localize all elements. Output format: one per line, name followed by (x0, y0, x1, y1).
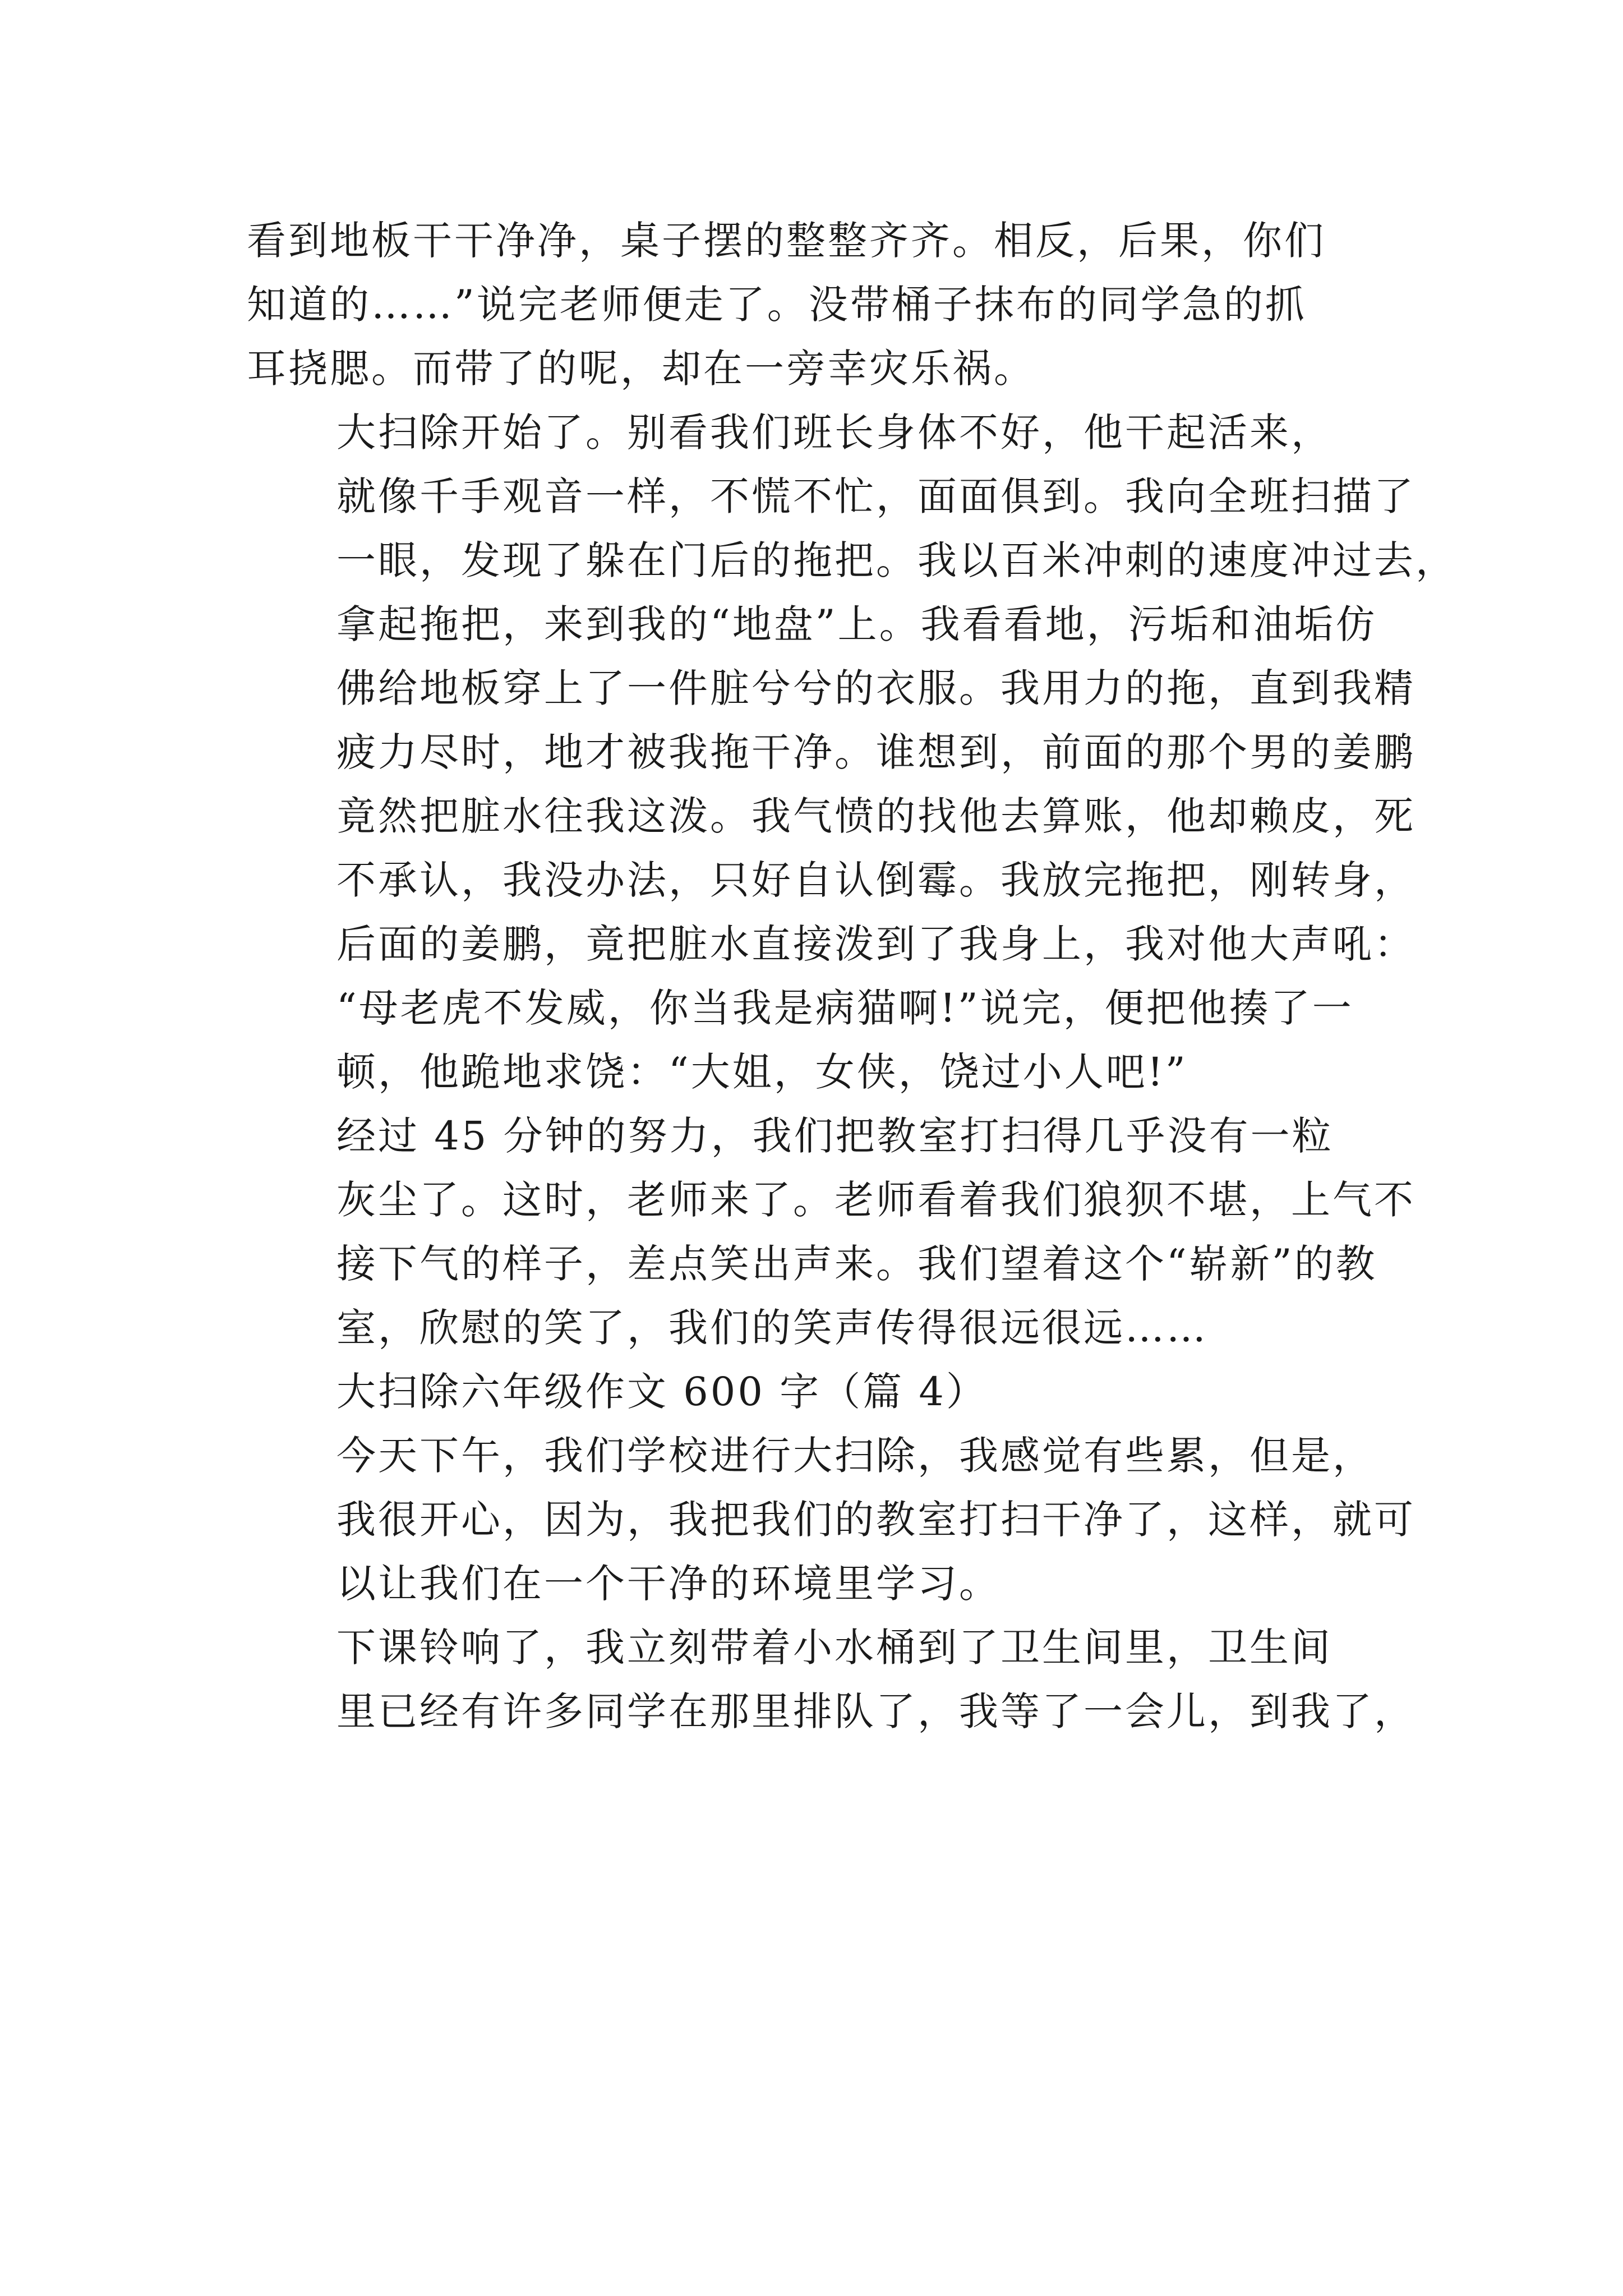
paragraph (247, 1616, 1415, 1743)
text-line: 竟然把脏水往我这泼。我气愤的找他去算账，他却赖皮，死 (336, 793, 1415, 839)
text-line: 拿起拖把，来到我的“地盘”上。我看看地，污垢和油垢仿 (336, 601, 1377, 647)
text-line: 经过 45 分钟的努力，我们把教室打扫得几乎没有一粒 (336, 1113, 1334, 1159)
text-line: 接下气的样子，差点笑出声来。我们望着这个“崭新”的教 (336, 1241, 1377, 1287)
text-line: 知道的……”说完老师便走了。没带桶子抹布的同学急的抓 (247, 282, 1307, 328)
text-line: 看到地板干干净净，桌子摆的整整齐齐。相反，后果，你们 (247, 218, 1326, 264)
paragraph (247, 1360, 1391, 1424)
text-line: 就像千手观音一样，不慌不忙，面面俱到。我向全班扫描了 (336, 473, 1415, 519)
text-line: 大扫除开始了。别看我们班长身体不好，他干起活来， (336, 409, 1332, 455)
text-line: 后面的姜鹏，竟把脏水直接泼到了我身上，我对他大声吼： (336, 921, 1415, 967)
text-line: 下课铃响了，我立刻带着小水桶到了卫生间里，卫生间 (336, 1625, 1332, 1671)
text-line: 里已经有许多同学在那里排队了，我等了一会儿，到我了， (336, 1688, 1415, 1734)
paragraph (247, 401, 1457, 1104)
text-line: 佛给地板穿上了一件脏兮兮的衣服。我用力的拖，直到我精 (336, 665, 1415, 711)
document-body (247, 209, 1457, 1743)
text-line: “母老虎不发威，你当我是病猫啊!”说完，便把他揍了一 (336, 985, 1354, 1031)
paragraph (247, 1424, 1415, 1616)
paragraph (247, 1104, 1415, 1360)
text-line: 室，欣慰的笑了，我们的笑声传得很远很远…… (336, 1305, 1208, 1351)
text-line: 一眼，发现了躲在门后的拖把。我以百米冲刺的速度冲过去， (336, 537, 1457, 583)
text-line: 我很开心，因为，我把我们的教室打扫干净了，这样，就可 (336, 1497, 1415, 1543)
text-line: 顿，他跪地求饶：“大姐，女侠，饶过小人吧!” (336, 1049, 1188, 1095)
text-line: 疲力尽时，地才被我拖干净。谁想到，前面的那个男的姜鹏 (336, 729, 1415, 775)
text-line: 耳挠腮。而带了的呢，却在一旁幸灾乐祸。 (247, 346, 1035, 392)
text-line: 今天下午，我们学校进行大扫除，我感觉有些累，但是， (336, 1433, 1374, 1479)
text-line: 以让我们在一个干净的环境里学习。 (336, 1561, 1000, 1607)
text-line: 灰尘了。这时，老师来了。老师看着我们狼狈不堪，上气不 (336, 1177, 1415, 1223)
text-line: 大扫除六年级作文 600 字（篇 4） (336, 1369, 988, 1415)
paragraph (247, 209, 1391, 401)
text-line: 不承认，我没办法，只好自认倒霉。我放完拖把，刚转身， (336, 857, 1415, 903)
